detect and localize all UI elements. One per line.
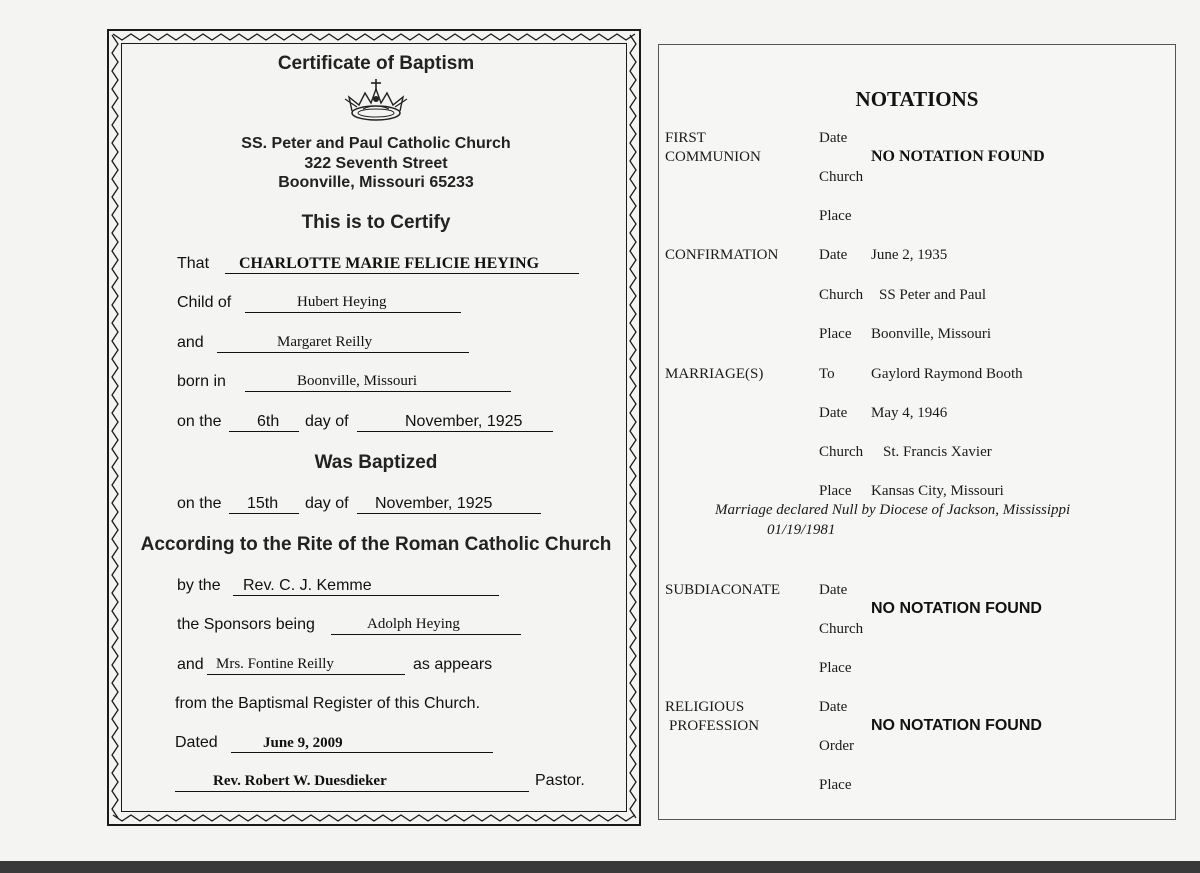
religious-profession-label-2: PROFESSION (669, 718, 760, 734)
child-of-label: Child of (177, 294, 232, 311)
baptized-name: CHARLOTTE MARIE FELICIE HEYING (239, 255, 540, 272)
birth-day: 6th (257, 413, 280, 430)
certificate-title: Certificate of Baptism (277, 53, 475, 74)
register-text: from the Baptismal Register of this Church. (175, 695, 481, 712)
mother-name: Margaret Reilly (277, 334, 373, 350)
religious-profession-place-label: Place (819, 777, 852, 793)
name-underline (225, 273, 579, 274)
notations-panel (658, 44, 1176, 820)
baptism-on-the-label: on the (177, 495, 222, 512)
baptism-day-underline (229, 513, 299, 514)
confirmation-date-label: Date (819, 247, 848, 263)
confirmation-label: CONFIRMATION (665, 247, 779, 263)
marriage-church-label: Church (819, 444, 864, 460)
marriage-place: Kansas City, Missouri (871, 483, 1004, 499)
marriage-label: MARRIAGE(S) (665, 366, 764, 382)
pastor-label: Pastor. (535, 772, 585, 789)
marriage-date: May 4, 1946 (871, 405, 948, 421)
pastor-underline (175, 791, 529, 792)
religious-profession-order-label: Order (819, 738, 854, 754)
notations-title: NOTATIONS (855, 87, 979, 111)
baptism-certificate (107, 29, 641, 826)
subdiaconate-date-label: Date (819, 582, 848, 598)
sponsor-and-label: and (177, 656, 204, 673)
sponsor1-underline (331, 634, 521, 635)
subdiaconate-place-label: Place (819, 660, 852, 676)
that-label: That (177, 255, 210, 272)
marriage-spouse: Gaylord Raymond Booth (871, 366, 1023, 382)
sponsors-label: the Sponsors being (177, 616, 315, 633)
sponsor2-underline (207, 674, 405, 675)
dated-label: Dated (175, 734, 218, 751)
first-communion-notice: NO NOTATION FOUND (871, 148, 1045, 165)
father-underline (245, 312, 461, 313)
sponsor2-name: Mrs. Fontine Reilly (216, 656, 334, 672)
sponsor1-name: Adolph Heying (367, 616, 460, 632)
rite-heading: According to the Rite of the Roman Catholic Church (140, 534, 612, 555)
as-appears-label: as appears (413, 656, 493, 673)
mother-underline (217, 352, 469, 353)
pastor-name: Rev. Robert W. Duesdieker (213, 773, 387, 789)
by-the-label: by the (177, 577, 221, 594)
baptized-heading: Was Baptized (314, 452, 438, 473)
marriage-to-label: To (819, 366, 835, 382)
scanner-edge (0, 861, 1200, 873)
birth-month-underline (357, 431, 553, 432)
first-communion-label-2: COMMUNION (665, 149, 761, 165)
religious-profession-date-label: Date (819, 699, 848, 715)
birth-day-of-label: day of (305, 413, 349, 430)
crown-cross-emblem-icon (343, 79, 409, 123)
birth-on-the-label: on the (177, 413, 222, 430)
minister-name: Rev. C. J. Kemme (243, 577, 372, 594)
subdiaconate-church-label: Church (819, 621, 864, 637)
first-communion-label-1: FIRST (665, 130, 706, 146)
and-label: and (177, 334, 204, 351)
marriage-null-date: 01/19/1981 (767, 522, 836, 538)
baptism-month-underline (357, 513, 541, 514)
marriage-date-label: Date (819, 405, 848, 421)
first-communion-church-label: Church (819, 169, 864, 185)
church-address-block (109, 134, 643, 193)
baptism-month-year: November, 1925 (375, 495, 493, 512)
church-street: 322 Seventh Street (304, 154, 448, 172)
subdiaconate-notice: NO NOTATION FOUND (871, 600, 1042, 617)
dated-value: June 9, 2009 (263, 735, 343, 751)
birth-day-underline (229, 431, 299, 432)
birthplace-underline (245, 391, 511, 392)
confirmation-church: SS Peter and Paul (879, 287, 987, 303)
baptism-day-of-label: day of (305, 495, 349, 512)
marriage-null-note: Marriage declared Null by Diocese of Jackson, Mississippi (715, 502, 1071, 518)
minister-underline (233, 595, 499, 596)
confirmation-place: Boonville, Missouri (871, 326, 992, 342)
born-in-label: born in (177, 373, 226, 390)
father-name: Hubert Heying (297, 294, 387, 310)
subdiaconate-label: SUBDIACONATE (665, 582, 781, 598)
first-communion-date-label: Date (819, 130, 848, 146)
marriage-place-label: Place (819, 483, 852, 499)
first-communion-place-label: Place (819, 208, 852, 224)
dated-underline (231, 752, 493, 753)
baptism-day: 15th (247, 495, 279, 512)
certify-heading: This is to Certify (301, 212, 451, 233)
marriage-church: St. Francis Xavier (883, 444, 992, 460)
religious-profession-label-1: RELIGIOUS (665, 699, 745, 715)
church-name: SS. Peter and Paul Catholic Church (241, 135, 511, 152)
confirmation-date: June 2, 1935 (871, 247, 948, 263)
confirmation-church-label: Church (819, 287, 864, 303)
religious-profession-notice: NO NOTATION FOUND (871, 717, 1042, 734)
birthplace: Boonville, Missouri (297, 373, 418, 389)
church-city: Boonville, Missouri 65233 (278, 174, 474, 191)
birth-month-year: November, 1925 (405, 413, 523, 430)
confirmation-place-label: Place (819, 326, 852, 342)
